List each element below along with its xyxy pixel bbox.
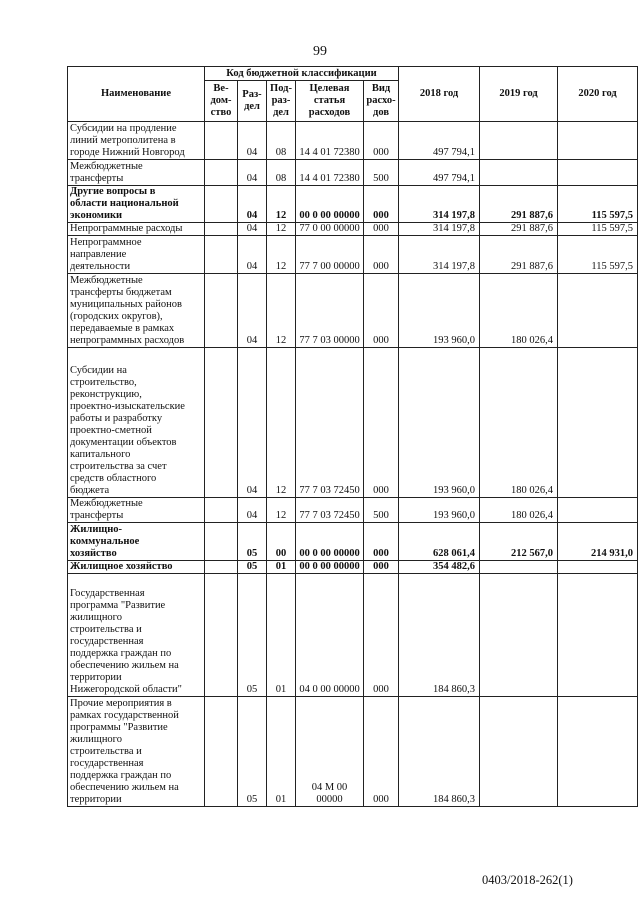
row-vedomstvo — [205, 274, 238, 348]
row-vid-rashodov: 000 — [364, 523, 399, 561]
row-podrazdel: 12 — [267, 274, 296, 348]
row-podrazdel: 08 — [267, 160, 296, 186]
row-podrazdel: 12 — [267, 348, 296, 498]
row-celevaya-statya: 14 4 01 72380 — [296, 160, 364, 186]
row-value-2020 — [558, 160, 638, 186]
table-row — [68, 498, 638, 523]
row-value-2019 — [480, 574, 558, 697]
row-name: Государственная программа "Развитие жилищного строительства и государственная поддержка граждан по обеспечению жильем на территории Нижегородской области" — [68, 574, 205, 697]
header-vedomstvo: Ве- дом- ство — [205, 81, 238, 122]
row-value-2018: 628 061,4 — [399, 523, 480, 561]
header-celevaya-statya: Целевая статья расходов — [296, 81, 364, 122]
row-podrazdel: 01 — [267, 561, 296, 574]
row-razdel: 05 — [238, 523, 267, 561]
row-celevaya-statya: 04 0 00 00000 — [296, 574, 364, 697]
row-value-2018: 497 794,1 — [399, 122, 480, 160]
row-razdel: 04 — [238, 348, 267, 498]
row-celevaya-statya: 77 7 03 72450 — [296, 348, 364, 498]
row-value-2020 — [558, 574, 638, 697]
row-name: Другие вопросы в области национальной экономики — [68, 186, 205, 223]
row-razdel: 04 — [238, 274, 267, 348]
row-value-2018: 193 960,0 — [399, 348, 480, 498]
row-vid-rashodov: 000 — [364, 122, 399, 160]
row-value-2019: 180 026,4 — [480, 498, 558, 523]
row-value-2018: 184 860,3 — [399, 697, 480, 807]
table-row — [68, 274, 638, 348]
row-vid-rashodov: 500 — [364, 160, 399, 186]
row-razdel: 04 — [238, 236, 267, 274]
row-vid-rashodov: 000 — [364, 223, 399, 236]
row-value-2020 — [558, 348, 638, 498]
row-celevaya-statya: 14 4 01 72380 — [296, 122, 364, 160]
row-value-2019: 291 887,6 — [480, 236, 558, 274]
row-vedomstvo — [205, 223, 238, 236]
row-podrazdel: 12 — [267, 223, 296, 236]
header-2018: 2018 год — [399, 67, 480, 122]
row-name: Межбюджетные трансферты бюджетам муниципальных районов (городских округов), передаваемые в рамках непрограммных расходов — [68, 274, 205, 348]
row-vid-rashodov: 000 — [364, 186, 399, 223]
row-value-2018: 314 197,8 — [399, 236, 480, 274]
header-2020: 2020 год — [558, 67, 638, 122]
row-value-2020: 214 931,0 — [558, 523, 638, 561]
row-name: Межбюджетные трансферты — [68, 160, 205, 186]
table-row — [68, 186, 638, 223]
header-name: Наименование — [68, 67, 205, 122]
row-celevaya-statya: 00 0 00 00000 — [296, 561, 364, 574]
row-value-2020: 115 597,5 — [558, 223, 638, 236]
table-row — [68, 561, 638, 574]
table-row — [68, 697, 638, 807]
row-value-2019: 180 026,4 — [480, 274, 558, 348]
row-value-2020 — [558, 122, 638, 160]
row-vedomstvo — [205, 574, 238, 697]
header-2019: 2019 год — [480, 67, 558, 122]
row-value-2019 — [480, 561, 558, 574]
row-podrazdel: 12 — [267, 186, 296, 223]
row-vedomstvo — [205, 498, 238, 523]
table-row — [68, 122, 638, 160]
row-vid-rashodov: 000 — [364, 574, 399, 697]
row-value-2019 — [480, 122, 558, 160]
row-vedomstvo — [205, 122, 238, 160]
row-value-2018: 497 794,1 — [399, 160, 480, 186]
row-name: Прочие мероприятия в рамках государственной программы "Развитие жилищного строительства и государственная поддержка граждан по обеспечению жильем на территории — [68, 697, 205, 807]
table-row — [68, 223, 638, 236]
row-vedomstvo — [205, 186, 238, 223]
row-podrazdel: 01 — [267, 697, 296, 807]
row-vedomstvo — [205, 160, 238, 186]
row-razdel: 05 — [238, 561, 267, 574]
row-name: Непрограммные расходы — [68, 223, 205, 236]
row-podrazdel: 08 — [267, 122, 296, 160]
row-value-2020 — [558, 561, 638, 574]
row-celevaya-statya: 04 М 00 00000 — [296, 697, 364, 807]
row-celevaya-statya: 00 0 00 00000 — [296, 186, 364, 223]
row-celevaya-statya: 77 7 03 72450 — [296, 498, 364, 523]
row-name: Субсидии на продление линий метрополитена в городе Нижний Новгород — [68, 122, 205, 160]
table-row — [68, 523, 638, 561]
row-name: Субсидии на строительство, реконструкцию, проектно-изыскательские работы и разработку проектно-сметной документации объектов капитального строительства за счет средств областного бюджета — [68, 348, 205, 498]
row-podrazdel: 01 — [267, 574, 296, 697]
row-name: Непрограммное направление деятельности — [68, 236, 205, 274]
row-vid-rashodov: 000 — [364, 561, 399, 574]
row-value-2019 — [480, 160, 558, 186]
table-row — [68, 574, 638, 697]
row-value-2018: 314 197,8 — [399, 223, 480, 236]
row-vedomstvo — [205, 697, 238, 807]
row-razdel: 05 — [238, 574, 267, 697]
row-value-2019: 291 887,6 — [480, 186, 558, 223]
row-celevaya-statya: 77 7 00 00000 — [296, 236, 364, 274]
header-classification-group: Код бюджетной классификации — [205, 67, 399, 81]
document-number: 0403/2018-262(1) — [482, 873, 573, 887]
row-vedomstvo — [205, 236, 238, 274]
row-razdel: 04 — [238, 160, 267, 186]
row-vid-rashodov: 000 — [364, 348, 399, 498]
row-vid-rashodov: 000 — [364, 274, 399, 348]
row-razdel: 04 — [238, 498, 267, 523]
row-celevaya-statya: 77 0 00 00000 — [296, 223, 364, 236]
row-value-2020: 115 597,5 — [558, 236, 638, 274]
row-vid-rashodov: 000 — [364, 697, 399, 807]
table-body — [68, 122, 638, 807]
row-name: Жилищное хозяйство — [68, 561, 205, 574]
header-razdel: Раз- дел — [238, 81, 267, 122]
header-vid-rashodov: Вид расхо- дов — [364, 81, 399, 122]
budget-table — [67, 66, 638, 807]
row-razdel: 05 — [238, 697, 267, 807]
row-name: Жилищно- коммунальное хозяйство — [68, 523, 205, 561]
row-value-2019: 212 567,0 — [480, 523, 558, 561]
table-row — [68, 348, 638, 498]
row-vedomstvo — [205, 523, 238, 561]
row-value-2020: 115 597,5 — [558, 186, 638, 223]
row-vid-rashodov: 000 — [364, 236, 399, 274]
row-celevaya-statya: 77 7 03 00000 — [296, 274, 364, 348]
row-value-2020 — [558, 274, 638, 348]
row-value-2020 — [558, 498, 638, 523]
row-podrazdel: 00 — [267, 523, 296, 561]
row-vedomstvo — [205, 348, 238, 498]
row-vedomstvo — [205, 561, 238, 574]
page-number: 99 — [313, 44, 327, 59]
row-podrazdel: 12 — [267, 498, 296, 523]
row-razdel: 04 — [238, 186, 267, 223]
row-podrazdel: 12 — [267, 236, 296, 274]
row-vid-rashodov: 500 — [364, 498, 399, 523]
row-value-2018: 193 960,0 — [399, 498, 480, 523]
row-razdel: 04 — [238, 122, 267, 160]
row-name: Межбюджетные трансферты — [68, 498, 205, 523]
row-value-2019: 291 887,6 — [480, 223, 558, 236]
table-row — [68, 236, 638, 274]
row-razdel: 04 — [238, 223, 267, 236]
row-value-2018: 193 960,0 — [399, 274, 480, 348]
row-value-2018: 354 482,6 — [399, 561, 480, 574]
table-row — [68, 160, 638, 186]
row-value-2019 — [480, 697, 558, 807]
row-celevaya-statya: 00 0 00 00000 — [296, 523, 364, 561]
row-value-2018: 314 197,8 — [399, 186, 480, 223]
header-podrazdel: Под- раз- дел — [267, 81, 296, 122]
row-value-2019: 180 026,4 — [480, 348, 558, 498]
row-value-2018: 184 860,3 — [399, 574, 480, 697]
row-value-2020 — [558, 697, 638, 807]
